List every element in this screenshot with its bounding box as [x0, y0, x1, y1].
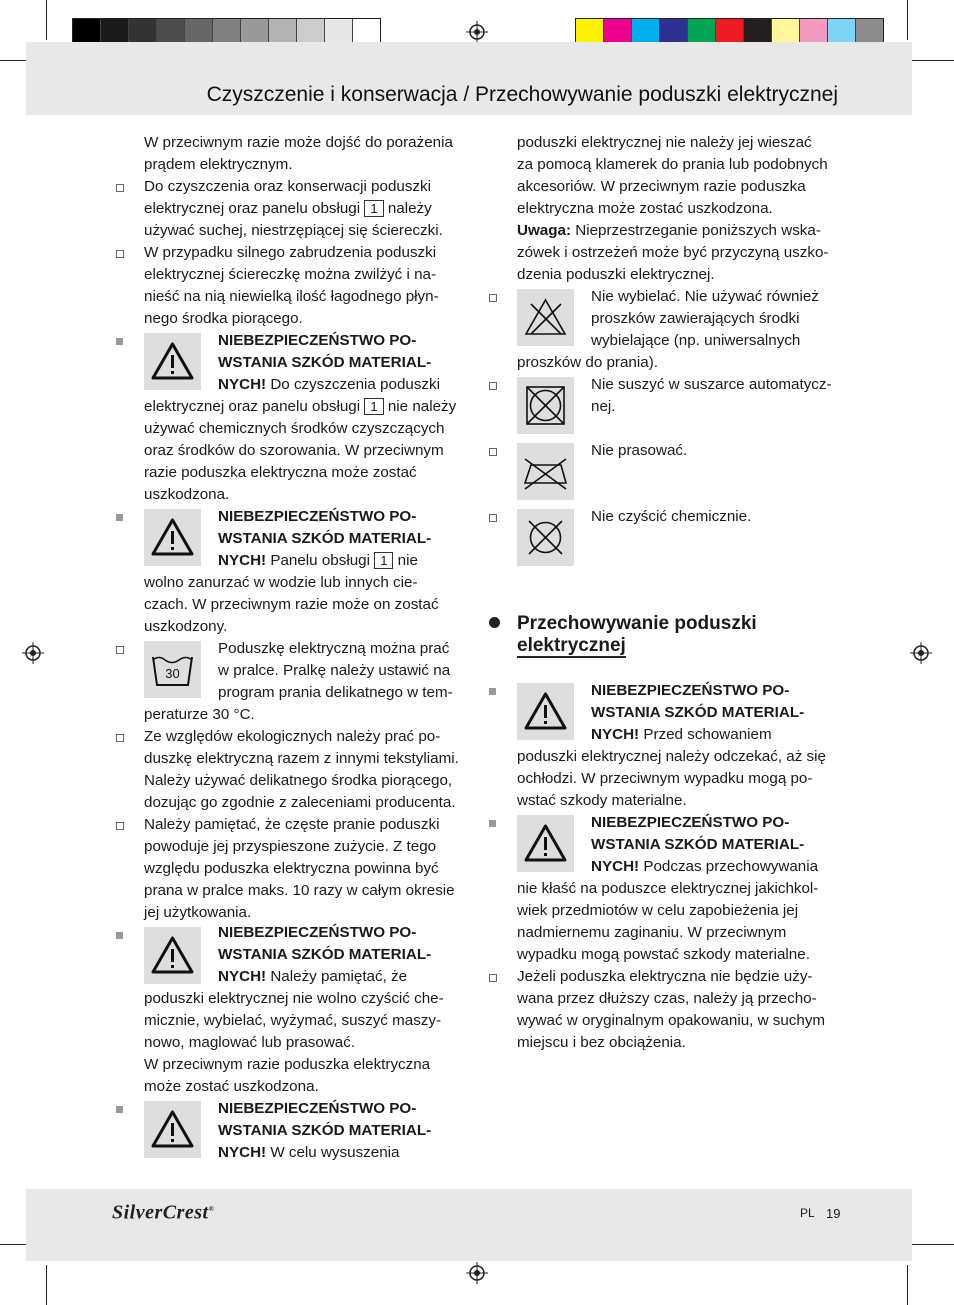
list-bullet	[116, 646, 124, 654]
text-line: proszków do prania).	[517, 354, 658, 371]
text-line: używać suchej, niestrzępiącej się ściereczki.	[144, 222, 443, 239]
list-bullet	[116, 734, 124, 742]
text-line: W przypadku silnego zabrudzenia poduszki	[144, 244, 437, 261]
warning-box	[144, 509, 201, 566]
text-line: Uwaga: Nieprzestrzeganie poniższych wska-	[517, 222, 821, 239]
warning-box	[517, 683, 574, 740]
warning-triangle-icon	[144, 509, 201, 566]
text-line: NYCH! Podczas przechowywania	[591, 858, 819, 875]
text-line: W przeciwnym razie poduszka elektryczna	[144, 1056, 431, 1073]
text-line: miejscu i bez obciążenia.	[517, 1034, 686, 1051]
text-line: proszków zawierających środki	[591, 310, 800, 327]
brand-logo: SilverCrest®	[112, 1201, 215, 1224]
text-line: Należy używać delikatnego środka piorącego,	[144, 772, 453, 789]
text-line: poduszki elektrycznej nie należy jej wieszać	[517, 134, 812, 151]
warning-title: WSTANIA SZKÓD MATERIAL-	[218, 1122, 432, 1139]
no-dry-clean-icon	[517, 509, 574, 566]
text-line: prądem elektrycznym.	[144, 156, 293, 173]
list-bullet	[489, 448, 497, 456]
care-symbol-box	[517, 509, 574, 566]
text-line: uszkodzony.	[144, 618, 228, 635]
registration-mark-icon	[910, 642, 932, 664]
registration-mark-icon	[466, 1262, 488, 1284]
warning-bullet	[116, 514, 123, 521]
text-line: NYCH! Do czyszczenia poduszki	[218, 376, 440, 393]
text-line: NYCH! Panelu obsługi 1 nie	[218, 552, 418, 569]
text-line: Nie wybielać. Nie używać również	[591, 288, 819, 305]
text-line: nowo, maglować lub prasować.	[144, 1034, 356, 1051]
warning-title: NIEBEZPIECZEŃSTWO PO-	[218, 508, 417, 525]
text-line: NYCH! Przed schowaniem	[591, 726, 772, 743]
text-line: wypadku mogą powstać szkody materialne.	[517, 946, 810, 963]
text-line: Należy pamiętać, że częste pranie poduszki	[144, 816, 440, 833]
text-line: wiek przedmiotów w celu zapobieżenia jej	[517, 902, 799, 919]
warning-box	[517, 815, 574, 872]
no-iron-icon	[517, 443, 574, 500]
text-line: wybielające (np. uniwersalnych	[591, 332, 801, 349]
text-line: nie kłaść na poduszce elektrycznej jakichkol-	[517, 880, 819, 897]
text-line: uszkodzona.	[144, 486, 230, 503]
text-line: nego środka piorącego.	[144, 310, 303, 327]
no-tumble-dry-icon	[517, 377, 574, 434]
list-bullet	[116, 822, 124, 830]
text-line: wolno zanurzać w wodzie lub innych cie-	[144, 574, 418, 591]
text-line: względu poduszka elektryczna powinna być	[144, 860, 439, 877]
text-line: Ze względów ekologicznych należy prać po-	[144, 728, 441, 745]
text-line: prana w pralce maks. 10 razy w całym okresie	[144, 882, 455, 899]
list-bullet	[489, 294, 497, 302]
text-line: Do czyszczenia oraz konserwacji poduszki	[144, 178, 431, 195]
text-line: oraz środków do szorowania. W przeciwnym	[144, 442, 444, 459]
no-bleach-icon	[517, 289, 574, 346]
text-line: elektrycznej oraz panelu obsługi 1 nie należy	[144, 398, 457, 415]
text-line: Poduszkę elektryczną można prać	[218, 640, 450, 657]
care-symbol-box	[517, 443, 574, 500]
text-line: W przeciwnym razie może dojść do porażenia	[144, 134, 453, 151]
registration-mark-icon	[466, 21, 488, 43]
text-line: nej.	[591, 398, 616, 415]
care-symbol-box	[517, 289, 574, 346]
crop-mark	[906, 1244, 954, 1245]
section-bullet	[489, 617, 500, 628]
text-line: dzenia poduszki elektrycznej.	[517, 266, 715, 283]
warning-title: WSTANIA SZKÓD MATERIAL-	[591, 836, 805, 853]
crop-mark	[907, 1265, 908, 1305]
crop-mark	[46, 1265, 47, 1305]
list-bullet	[489, 514, 497, 522]
text-line: powoduje jej przyspieszone zużycie. Z tego	[144, 838, 437, 855]
warning-box	[144, 1101, 201, 1158]
page-number: 19	[826, 1206, 841, 1221]
text-line: micznie, wybielać, wyżymać, suszyć maszy-	[144, 1012, 442, 1029]
crop-mark	[907, 0, 908, 40]
warning-title: WSTANIA SZKÓD MATERIAL-	[591, 704, 805, 721]
crop-mark	[906, 60, 954, 61]
crop-mark	[46, 0, 47, 40]
text-line: Nie prasować.	[591, 442, 688, 459]
warning-box	[144, 333, 201, 390]
text-line: NYCH! W celu wysuszenia	[218, 1144, 400, 1161]
text-line: wana przez dłuższy czas, należy ją przecho-	[517, 990, 817, 1007]
text-line: duszkę elektryczną razem z innymi tekstyliami.	[144, 750, 459, 767]
text-line: program prania delikatnego w tem-	[218, 684, 453, 701]
text-line: ochłodzi. W przeciwnym wypadku mogą po-	[517, 770, 813, 787]
text-line: w pralce. Pralkę należy ustawić na	[218, 662, 451, 679]
text-line: dozując go zgodnie z zaleceniami producenta.	[144, 794, 456, 811]
section-heading: Przechowywanie poduszki elektrycznej	[517, 613, 757, 656]
text-line: nieść na nią niewielką ilość łagodnego płyn-	[144, 288, 439, 305]
text-line: może zostać uszkodzona.	[144, 1078, 319, 1095]
reference-number: 1	[374, 552, 393, 569]
text-line: Nie czyścić chemicznie.	[591, 508, 752, 525]
wash-symbol-box	[144, 641, 201, 698]
page-title: Czyszczenie i konserwacja / Przechowywanie poduszki elektrycznej	[206, 83, 838, 106]
warning-bullet	[116, 932, 123, 939]
text-line: peraturze 30 °C.	[144, 706, 255, 723]
warning-bullet	[489, 688, 496, 695]
wash-30-icon	[144, 641, 201, 698]
warning-triangle-icon	[144, 333, 201, 390]
text-line: razie poduszka elektryczna może zostać	[144, 464, 417, 481]
reference-number: 1	[364, 200, 383, 217]
text-line: elektryczna może zostać uszkodzona.	[517, 200, 773, 217]
text-line: NYCH! Należy pamiętać, że	[218, 968, 408, 985]
list-bullet	[489, 974, 497, 982]
list-bullet	[489, 382, 497, 390]
text-line: wywać w oryginalnym opakowaniu, w suchym	[517, 1012, 826, 1029]
text-line: wstać szkody materialne.	[517, 792, 687, 809]
text-line: jej użytkowania.	[144, 904, 252, 921]
warning-title: NIEBEZPIECZEŃSTWO PO-	[218, 924, 417, 941]
text-line: nadmiernemu zaginaniu. W przeciwnym	[517, 924, 787, 941]
warning-title: NIEBEZPIECZEŃSTWO PO-	[591, 682, 790, 699]
language-code: PL	[800, 1206, 815, 1220]
text-line: za pomocą klamerek do prania lub podobnych	[517, 156, 828, 173]
warning-box	[144, 927, 201, 984]
text-line: zówek i ostrzeżeń może być przyczyną uszko-	[517, 244, 829, 261]
warning-bullet	[116, 1106, 123, 1113]
text-line: czach. W przeciwnym razie może on zostać	[144, 596, 439, 613]
warning-title: NIEBEZPIECZEŃSTWO PO-	[218, 332, 417, 349]
warning-bullet	[116, 338, 123, 345]
warning-triangle-icon	[144, 1101, 201, 1158]
text-line: elektrycznej oraz panelu obsługi 1 należy	[144, 200, 432, 217]
list-bullet	[116, 250, 124, 258]
warning-title: NIEBEZPIECZEŃSTWO PO-	[591, 814, 790, 831]
registration-mark-icon	[22, 642, 44, 664]
warning-bullet	[489, 820, 496, 827]
warning-title: WSTANIA SZKÓD MATERIAL-	[218, 946, 432, 963]
wash-temperature: 30	[165, 666, 180, 681]
warning-title: WSTANIA SZKÓD MATERIAL-	[218, 354, 432, 371]
text-line: elektrycznej ściereczkę można zwilżyć i na-	[144, 266, 437, 283]
warning-title: NIEBEZPIECZEŃSTWO PO-	[218, 1100, 417, 1117]
warning-triangle-icon	[517, 683, 574, 740]
care-symbol-box	[517, 377, 574, 434]
list-bullet	[116, 184, 124, 192]
warning-triangle-icon	[144, 927, 201, 984]
text-line: Jeżeli poduszka elektryczna nie będzie uży-	[517, 968, 813, 985]
text-line: używać chemicznych środków czyszczących	[144, 420, 445, 437]
text-line: poduszki elektrycznej nie wolno czyścić che-	[144, 990, 444, 1007]
warning-triangle-icon	[517, 815, 574, 872]
reference-number: 1	[364, 398, 383, 415]
text-line: Nie suszyć w suszarce automatycz-	[591, 376, 832, 393]
warning-title: WSTANIA SZKÓD MATERIAL-	[218, 530, 432, 547]
text-line: akcesoriów. W przeciwnym razie poduszka	[517, 178, 806, 195]
text-line: poduszki elektrycznej należy odczekać, aż się	[517, 748, 826, 765]
